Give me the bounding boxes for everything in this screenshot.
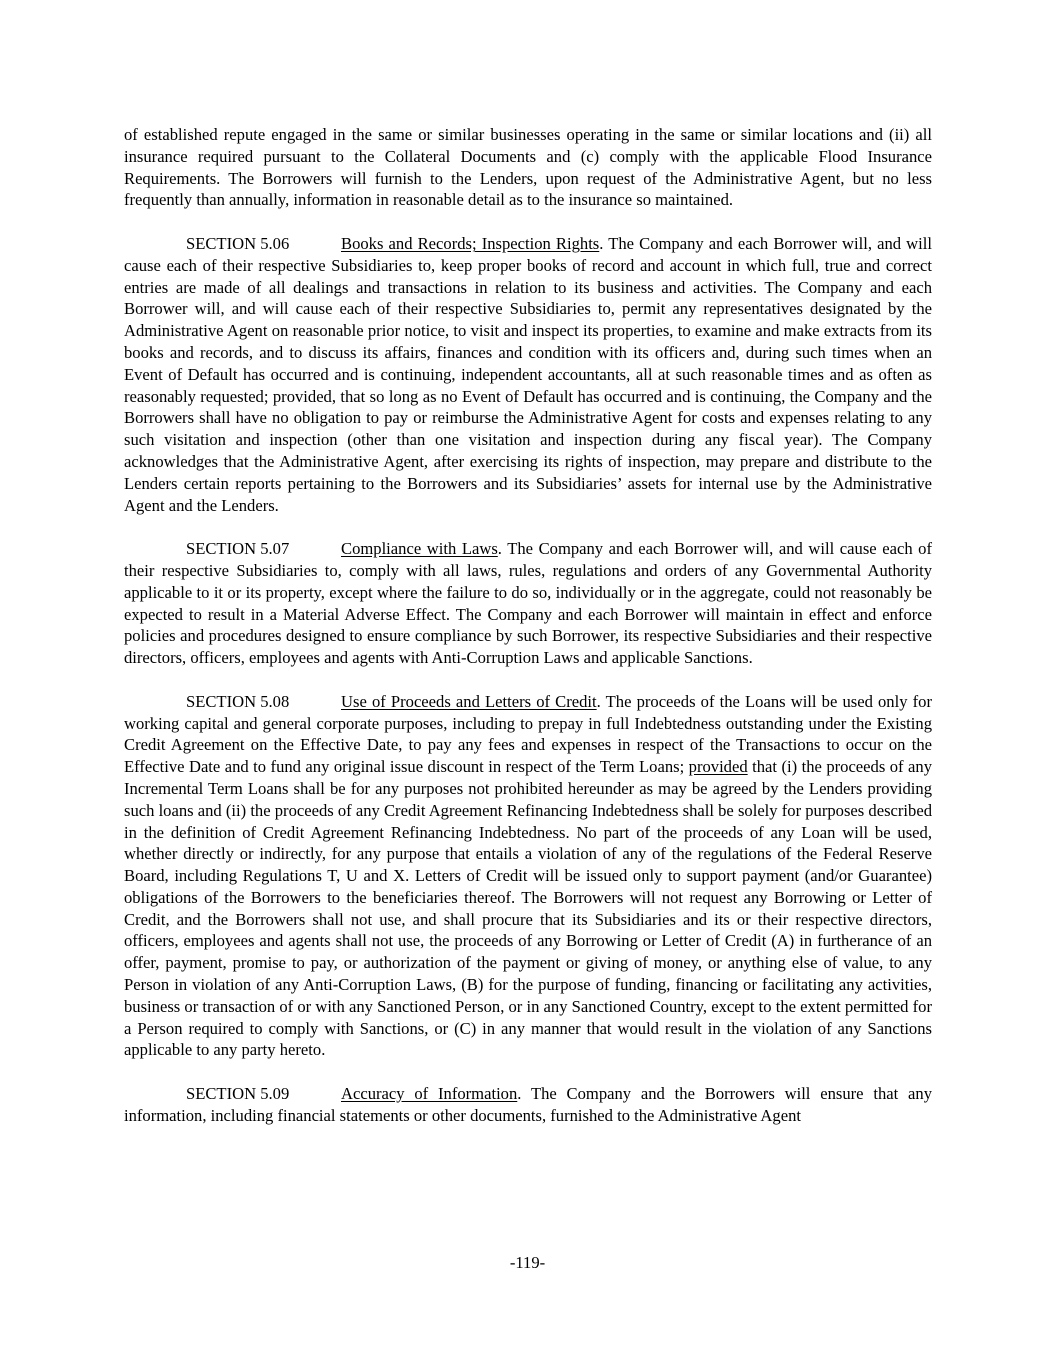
section-5-07: [124, 538, 932, 669]
section-5-09: [124, 1083, 932, 1127]
section-number: SECTION 5.06: [186, 233, 290, 253]
provided-term: provided: [688, 757, 748, 777]
section-text: . The Company and each Borrower will, and will cause each of their respective Subsidiaries to, comply with all laws, rules, regulations and orders of any Governmental Authority applicable to it or its property, except where the failure to do so, individually or in the aggregate, could not reasonably be expected to result in a Material Adverse Effect. The Company and each Borrower will maintain in effect and enforce policies and procedures designed to ensure compliance by such Borrower, its respective Subsidiaries and their respective directors, officers, employees and agents with Anti-Corruption Laws and applicable Sanctions.: [124, 539, 933, 668]
section-heading: Books and Records; Inspection Rights: [341, 233, 600, 253]
section-heading: Accuracy of Information: [341, 1084, 518, 1104]
paragraph-insurance-continued: [124, 124, 932, 211]
document-body: [124, 124, 932, 1148]
section-number: SECTION 5.08: [186, 691, 290, 711]
section-number: SECTION 5.09: [186, 1084, 290, 1104]
section-heading: Compliance with Laws: [341, 539, 498, 559]
section-text-part-b: that (i) the proceeds of any Incremental Term Loans shall be for any purposes not prohibited hereunder as may be agreed by the Lenders providing such loans and (ii) the proceeds of any Credit Agreement Refinancing Indebtedness shall be solely for purposes described in the definition of Credit Agreement Refinancing Indebtedness. No part of the proceeds of any Loan will be used, whether directly or indirectly, for any purpose that entails a violation of any of the regulations of the Federal Reserve Board, including Regulations T, U and X. Letters of Credit will be issued only to support payment (and/or Guarantee) obligations of the Borrowers to the beneficiaries thereof. The Borrowers will not request any Borrowing or Letter of Credit, and the Borrowers shall not use, and shall procure that its Subsidiaries and its or their respective directors, officers, employees and agents shall not use, the proceeds of any Borrowing or Letter of Credit (A) in furtherance of an offer, payment, promise to pay, or authorization of the payment or giving of money, or anything else of value, to any Person in violation of any Anti-Corruption Laws, (B) for the purpose of funding, financing or facilitating any activities, business or transaction of or with any Sanctioned Person, or in any Sanctioned Country, except to the extent permitted for a Person required to comply with Sanctions, or (C) in any manner that would result in the violation of any Sanctions applicable to any party hereto.: [124, 757, 932, 1060]
section-text: . The Company and each Borrower will, and will cause each of their respective Subsidiaries to, keep proper books of record and account in which full, true and correct entries are made of all dealings and transactions in relation to its business and activities. The Company and each Borrower will, and will cause each of their respective Subsidiaries to, permit any representatives designated by the Administrative Agent on reasonable prior notice, to visit and inspect its properties, to examine and make extracts from its books and records, and to discuss its affairs, finances and condition with its officers and, during such times when an Event of Default has occurred and is continuing, independent accountants, all at such reasonable times and as often as reasonably requested; provided, that so long as no Event of Default has occurred and is continuing, the Company and the Borrowers shall have no obligation to pay or reimburse the Administrative Agent for costs and expenses relating to any such visitation and inspection (other than one visitation and inspection during any fiscal year). The Company acknowledges that the Administrative Agent, after exercising its rights of inspection, may prepare and distribute to the Lenders certain reports pertaining to the Borrowers and its Subsidiaries’ assets for internal use by the Administrative Agent and the Lenders.: [124, 233, 932, 515]
page-number: -119-: [509, 1253, 546, 1272]
section-5-06: [124, 233, 932, 516]
section-5-08: [124, 691, 932, 1062]
section-text-part-a: . The proceeds of the Loans will be used only for working capital and general corporate purposes, including to prepay in full Indebtedness outstanding under the Existing Credit Agreement on the Effective Date, to pay any fees and expenses in respect of the Transactions to occur on the Effective Date and to fund any original issue discount in respect of the Term Loans;: [124, 691, 932, 777]
paragraph-text: of established repute engaged in the same or similar businesses operating in the same or similar locations and (ii) all insurance required pursuant to the Collateral Documents and (c) comply with the applicable Flood Insurance Requirements. The Borrowers will furnish to the Lenders, upon request of the Administrative Agent, but no less frequently than annually, information in reasonable detail as to the insurance so maintained.: [124, 125, 932, 210]
section-number: SECTION 5.07: [186, 539, 290, 559]
section-text: . The Company and the Borrowers will ensure that any information, including financial statements or other documents, furnished to the Administrative Agent: [124, 1084, 933, 1125]
section-heading: Use of Proceeds and Letters of Credit: [341, 691, 597, 711]
